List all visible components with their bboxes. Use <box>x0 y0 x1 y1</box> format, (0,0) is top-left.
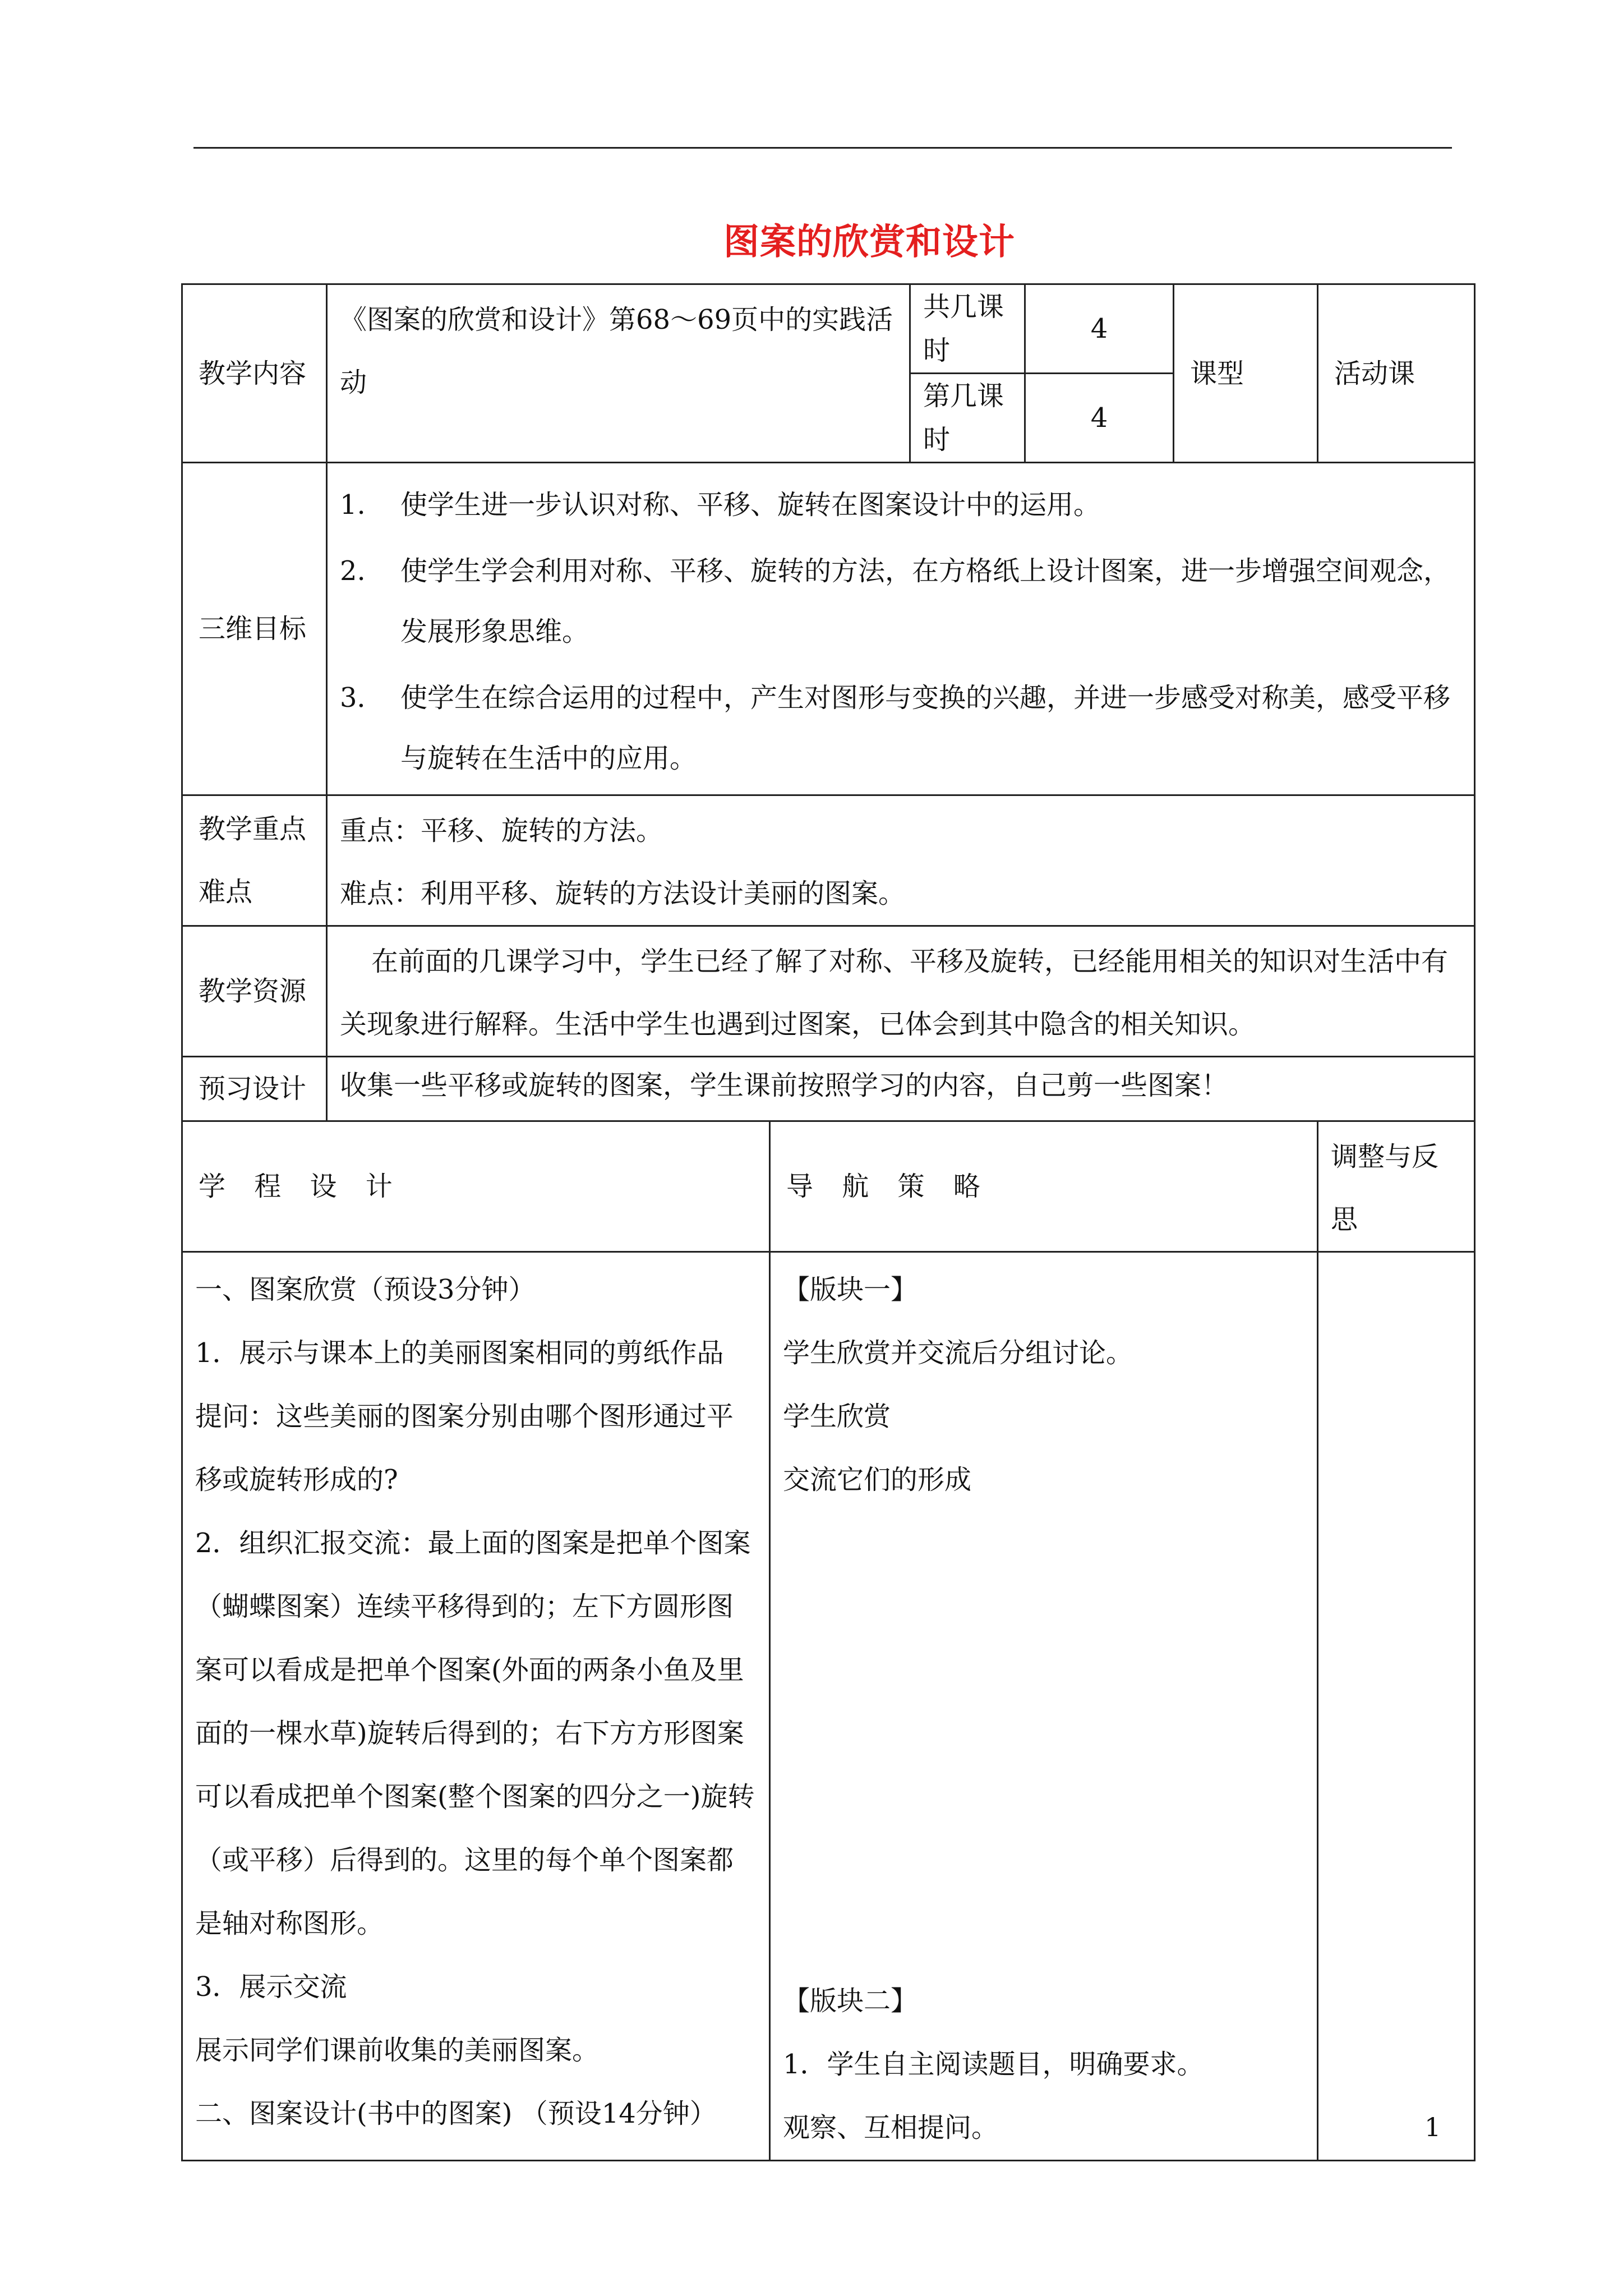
reflection-column <box>1318 1252 1475 2161</box>
objective-item <box>340 668 1461 789</box>
preview-label: 预习设计 <box>182 1057 327 1121</box>
strategy-column <box>770 1252 1318 2161</box>
key-points-label: 教学重点难点 <box>182 795 327 926</box>
design-line: 1．展示与课本上的美丽图案相同的剪纸作品 <box>195 1337 724 1369</box>
process-reflection-header: 调整与反思 <box>1318 1121 1475 1252</box>
design-line: 一、图案欣赏（预设3分钟） <box>195 1274 536 1305</box>
key-points-content <box>327 795 1475 926</box>
strategy-block-1 <box>783 1258 1304 1970</box>
document-title: 图案的欣赏和设计 <box>723 222 1015 263</box>
objective-number: 2. <box>340 555 366 587</box>
design-line: 展示同学们课前收集的美丽图案。 <box>195 2035 600 2066</box>
design-column <box>182 1252 770 2161</box>
objective-item <box>340 475 1461 535</box>
design-line: 二、图案设计(书中的图案) （预设14分钟） <box>195 2098 717 2129</box>
strategy-block-2 <box>783 1970 1304 2160</box>
objectives-label: 三维目标 <box>182 463 327 795</box>
process-design-header: 学 程 设 计 <box>182 1121 770 1252</box>
objective-text: 使学生在综合运用的过程中，产生对图形与变换的兴趣，并进一步感受对称美，感受平移与旋转在生活中的应用。 <box>400 682 1451 774</box>
period-no-value: 4 <box>1025 374 1174 463</box>
strategy-line: 【版块一】 <box>783 1274 918 1305</box>
strategy-line: 学生欣赏 <box>783 1401 891 1432</box>
objective-number: 1. <box>340 489 366 521</box>
lesson-type-value: 活动课 <box>1318 284 1475 463</box>
period-no-label: 第几课时 <box>910 374 1025 463</box>
focus-text: 重点：平移、旋转的方法。 <box>340 815 663 846</box>
preview-text: 收集一些平移或旋转的图案，学生课前按照学习的内容，自己剪一些图案！ <box>327 1057 1475 1121</box>
difficulty-text: 难点：利用平移、旋转的方法设计美丽的图案。 <box>340 878 906 909</box>
content-value: 《图案的欣赏和设计》第68～69页中的实践活动 <box>327 284 910 463</box>
objective-item <box>340 541 1461 662</box>
strategy-line: 交流它们的形成 <box>783 1464 972 1496</box>
objectives-list <box>327 463 1475 795</box>
total-periods-label: 共几课时 <box>910 284 1025 374</box>
process-strategy-header: 导 航 策 略 <box>770 1121 1318 1252</box>
strategy-line: 学生欣赏并交流后分组讨论。 <box>783 1337 1133 1369</box>
design-line: 3．展示交流 <box>195 1971 347 2003</box>
resources-label: 教学资源 <box>182 926 327 1057</box>
strategy-line: 观察、互相提问。 <box>783 2112 999 2143</box>
page-number: 1 <box>1424 2112 1441 2142</box>
objective-number: 3． <box>340 682 384 714</box>
design-line: 提问：这些美丽的图案分别由哪个图形通过平移或旋转形成的? <box>195 1401 734 1496</box>
header-rule <box>193 147 1452 149</box>
strategy-line: 1．学生自主阅读题目，明确要求。 <box>783 2049 1204 2080</box>
lesson-type-label: 课型 <box>1174 284 1318 463</box>
content-label: 教学内容 <box>182 284 327 463</box>
lesson-plan-table <box>181 283 1476 2161</box>
total-periods-value: 4 <box>1025 284 1174 374</box>
objective-text: 使学生学会利用对称、平移、旋转的方法，在方格纸上设计图案，进一步增强空间观念，发展形象思维。 <box>400 555 1451 647</box>
design-line: 2．组织汇报交流：最上面的图案是把单个图案（蝴蝶图案）连续平移得到的；左下方圆形图案可以看成是把单个图案(外面的两条小鱼及里面的一棵水草)旋转后得到的；右下方方形图案可以看成把单个图案(整个图案的四分之一)旋转（或平移）后得到的。这里的每个单个图案都是轴对称图形。 <box>195 1527 755 1939</box>
objective-text: 使学生进一步认识对称、平移、旋转在图案设计中的运用。 <box>400 489 1101 521</box>
strategy-line: 【版块二】 <box>783 1985 918 2017</box>
resources-text: 在前面的几课学习中，学生已经了解了对称、平移及旋转，已经能用相关的知识对生活中有关现象进行解释。生活中学生也遇到过图案，已体会到其中隐含的相关知识。 <box>327 926 1475 1057</box>
